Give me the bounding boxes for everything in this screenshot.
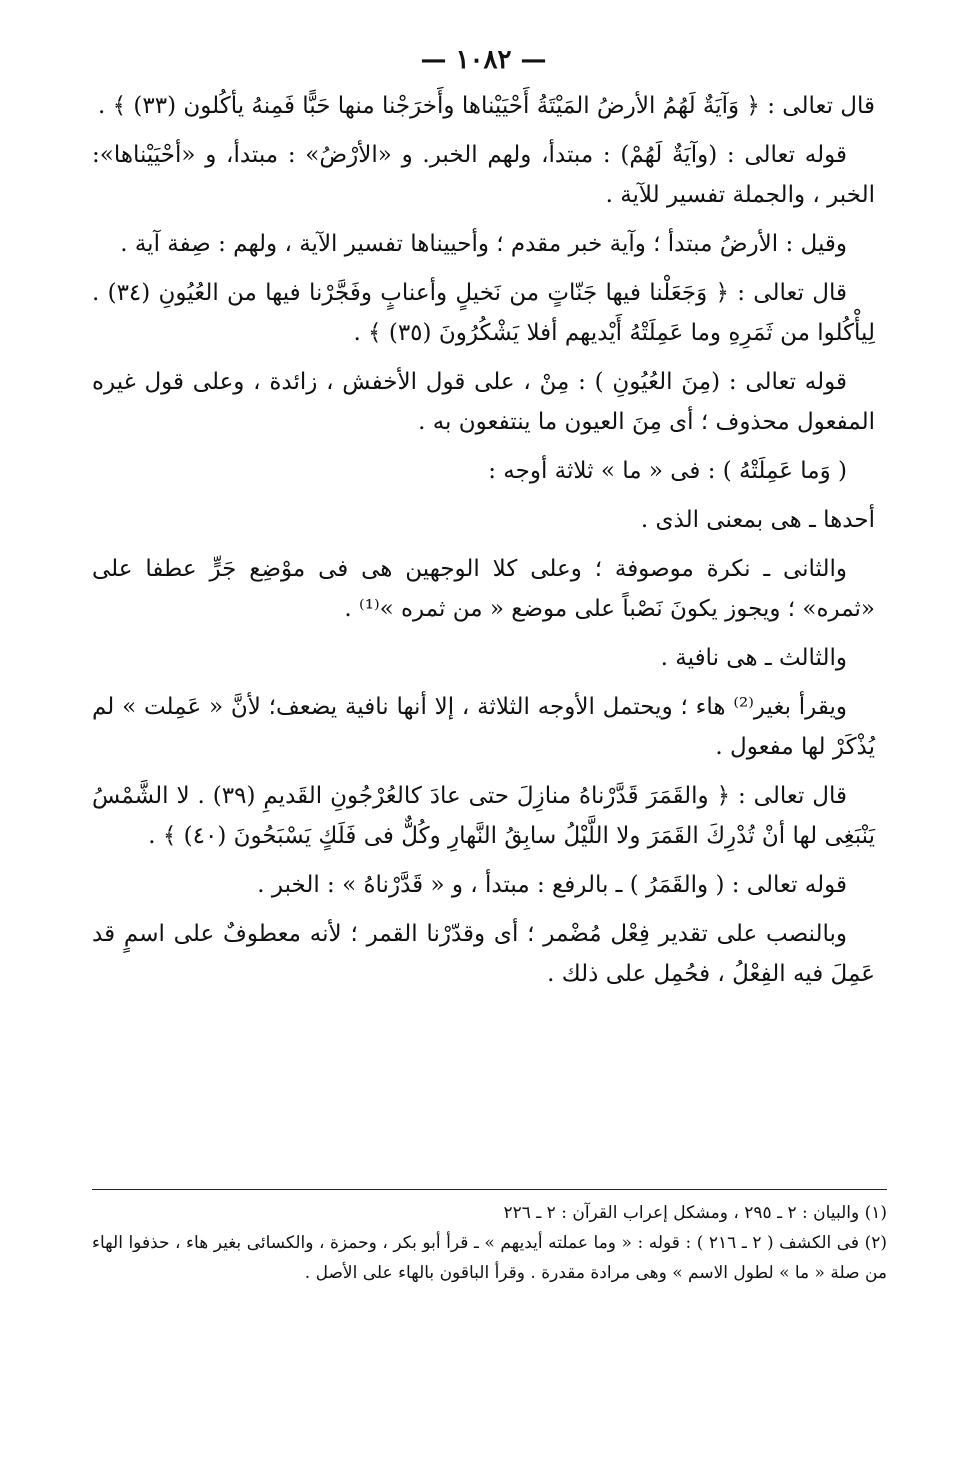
footnotes <box>92 1198 887 1288</box>
paragraph: قال تعالى : ﴿ وَجَعَلْنا فيها جَنّاتٍ من نَخيلٍ وأعنابٍ وفَجَّرْنا فيها من العُيُونِ (٣٤) . لِيأْكُلوا من ثَمَرِهِ وما عَمِلَتْهُ أَيْديهم أفلا يَشْكُرُونَ (٣٥) ﴾ . <box>92 280 875 346</box>
paragraph: ( وَما عَمِلَتْهُ ) : فى « ما » ثلاثة أوجه : <box>488 458 847 484</box>
footnote: (١) والبيان : ٢ ـ ٢٩٥ ، ومشكل إعراب القرآن : ٢ ـ ٢٢٦ <box>503 1203 887 1223</box>
paragraph: قال تعالى : ﴿ والقَمَرَ قَدَّرْناهُ منازِلَ حتى عادَ كالعُرْجُونِ القَديمِ (٣٩) . لا الشَّمْسُ يَنْبَغِى لها أنْ تُدْرِكَ القَمَرَ ولا اللَّيْلُ سابِقُ النَّهارِ وكُلٌّ فى فَلَكٍ يَسْبَحُونَ (٤٠) ﴾ . <box>92 783 875 849</box>
footnote-divider <box>92 1189 887 1190</box>
paragraph: وبالنصب على تقدير فِعْل مُضْمر ؛ أى وقدّرْنا القمر ؛ لأنه معطوفٌ على اسمٍ قد عَمِلَ فيه الفِعْلُ ، فحُمِل على ذلك . <box>92 921 875 987</box>
paragraph: أحدها ـ هى بمعنى الذى . <box>640 507 875 533</box>
paragraph: قوله تعالى : (وآيَةٌ لَهُمْ) : مبتدأ، ولهم الخبر. و «الأرْضُ» : مبتدأ، و «أحْيَيْناها»: الخبر ، والجملة تفسير للآية . <box>92 142 875 208</box>
paragraph: قال تعالى : ﴿ وَآيَةٌ لَهُمُ الأرضُ المَيْتَةُ أَحْيَيْناها وأَخرَجْنا منها حَبًّا فَمِنهُ يأكُلون (٣٣) ﴾ . <box>97 93 875 119</box>
paragraph: قوله تعالى : (مِنَ العُيُونِ ) : مِنْ ، على قول الأخفش ، زائدة ، وعلى قول غيره المفعول محذوف ؛ أى مِنَ العيون ما ينتفعون به . <box>92 369 875 435</box>
paragraph: ويقرأ بغير⁽²⁾ هاء ؛ ويحتمل الأوجه الثلاثة ، إلا أنها نافية يضعف؛ لأنَّ « عَمِلت » لم يُذْكَرْ لها مفعول . <box>92 694 875 760</box>
paragraph: وقيل : الأرضُ مبتدأ ؛ وآية خبر مقدم ؛ وأحييناها تفسير الآية ، ولهم : صِفة آية . <box>120 231 847 257</box>
paragraph: والثانى ـ نكرة موصوفة ؛ وعلى كلا الوجهين هى فى موْضِع جَرٍّ عطفا على «ثمره» ؛ ويجوز يكونَ نَصْباً على موضع « من ثمره »⁽¹⁾ . <box>92 556 875 622</box>
footnote: (٢) فى الكشف ( ٢ ـ ٢١٦ ) : قوله : « وما عملته أيديهم » ـ قرأ أبو بكر ، وحمزة ، والكسائى بغير هاء ، حذفوا الهاء من صلة « ما » لطول الاسم » وهى مرادة مقدرة . وقرأ الباقون بالهاء على الأصل . <box>92 1233 887 1283</box>
body-text <box>92 86 875 994</box>
paragraph: قوله تعالى : ( والقَمَرُ ) ـ بالرفع : مبتدأ ، و « قَدَّرْناهُ » : الخبر . <box>257 872 847 898</box>
page-number: — ١٠٨٢ — <box>420 45 547 75</box>
paragraph: والثالث ـ هى نافية . <box>660 645 847 671</box>
